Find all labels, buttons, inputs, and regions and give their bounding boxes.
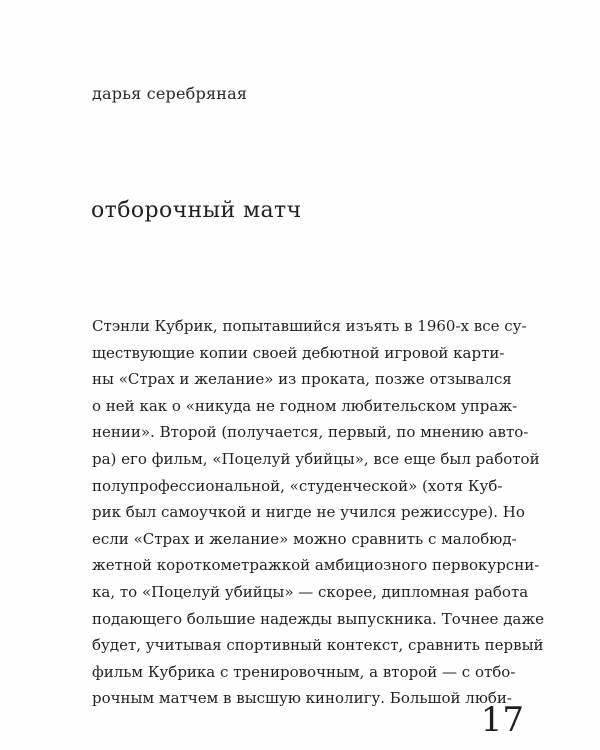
text-line: ка, то «Поцелуй убийцы» — скорее, дипломная работа — [92, 582, 529, 601]
text-line: ществующие копии своей дебютной игровой карти- — [92, 343, 505, 362]
text-line: ра) его фильм, «Поцелуй убийцы», все еще был работой — [92, 449, 540, 468]
text-line: жетной короткометражкой амбициозного первокурсни- — [92, 556, 540, 575]
text-line: нении». Второй (получается, первый, по мнению авто- — [92, 423, 529, 442]
text-line: подающего большие надежды выпускника. Точнее даже — [92, 609, 545, 628]
author-name: дарья серебряная — [92, 84, 248, 103]
text-line: рочным матчем в высшую кинолигу. Большой люби- — [92, 689, 512, 708]
page-number: 17 — [480, 700, 524, 740]
body-text — [92, 313, 545, 712]
text-line: ны «Страх и желание» из проката, позже отзывался — [92, 370, 512, 389]
text-line: фильм Кубрика с тренировочным, а второй — с отбо- — [92, 662, 516, 681]
text-line: будет, учитывая спортивный контекст, сравнить первый — [92, 636, 544, 655]
chapter-title: отборочный матч — [91, 198, 302, 223]
text-line: полупрофессиональной, «студенческой» (хотя Куб- — [92, 476, 503, 495]
text-line: о ней как о «никуда не годном любительском упраж- — [92, 396, 518, 415]
text-line: Стэнли Кубрик, попытавшийся изъять в 1960-х все су- — [92, 317, 527, 335]
text-line: если «Страх и желание» можно сравнить с малобюд- — [92, 529, 517, 548]
text-line: рик был самоучкой и нигде не учился режиссуре). Но — [92, 503, 525, 522]
